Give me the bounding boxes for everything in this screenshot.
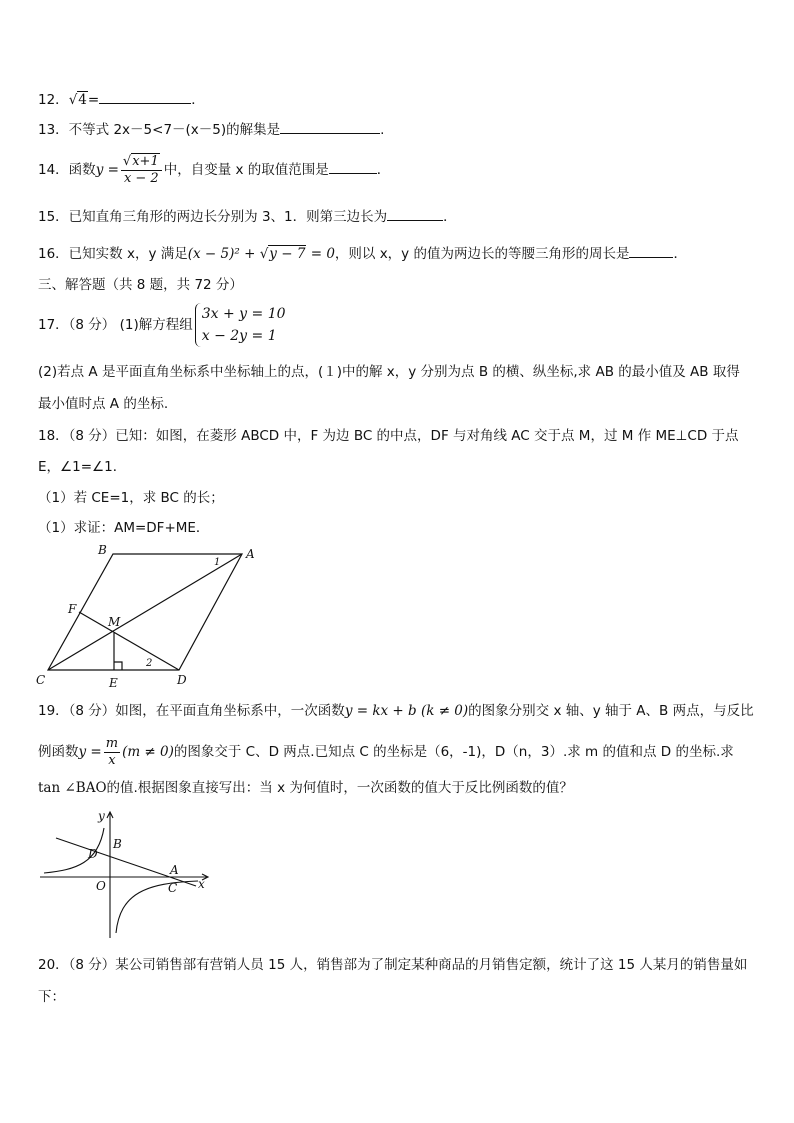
label-e: E: [109, 676, 118, 690]
fraction: $\frac{m}{x}$: [105, 735, 119, 768]
answer-blank: [387, 206, 443, 221]
question-20-line2: 下：: [38, 989, 65, 1005]
label-angle-2: 2: [146, 658, 153, 669]
label-a: A: [246, 547, 255, 561]
segment-df: [79, 612, 179, 670]
fraction: $\frac{√x+1}{x - 2}$: [121, 154, 162, 187]
label-y: y: [98, 809, 105, 823]
label-f: F: [68, 602, 77, 616]
question-18: 18．（8 分）已知：如图，在菱形 ABCD 中，F 为边 BC 的中点，DF 与对角线 AC 交于点 M，过 M 作 ME⊥CD 于点: [38, 428, 739, 444]
question-19-line3: tan ∠BAO的值.根据图象直接写出：当 x 为何值时，一次函数的值大于反比例函数的值？: [38, 780, 573, 796]
answer-blank: [280, 119, 380, 134]
label-d: D: [88, 847, 98, 861]
question-17-part2: (2)若点 A 是平面直角坐标系中坐标轴上的点，(１)中的解 x，y 分别为点 B 的横、纵坐标,求 AB 的最小值及 AB 取得: [38, 364, 740, 380]
hyperbola-right-branch: [116, 881, 198, 933]
question-18-part1: （1）若 CE=1，求 BC 的长；: [38, 490, 224, 506]
radicand: 4: [78, 92, 87, 108]
label-x: x: [198, 877, 205, 891]
answer-blank: [329, 159, 377, 174]
label-c: C: [168, 881, 178, 895]
section-heading: 三、解答题（共 8 题，共 72 分）: [38, 277, 243, 293]
answer-blank: [629, 243, 673, 258]
right-angle-mark: [114, 662, 122, 670]
question-12: 12．√4= ．: [38, 89, 205, 110]
question-16: 16．已知实数 x，y 满足(x − 5)² + √y − 7 = 0，则以 x，y 的值为两边长的等腰三角形的周长是 ．: [38, 243, 687, 264]
question-20: 20．（8 分）某公司销售部有营销人员 15 人，销售部为了制定某种商品的月销售定额，统计了这 15 人某月的销售量如: [38, 957, 748, 973]
question-14: 14．函数y = $\frac{√x+1}{x - 2}$ 中，自变量 x 的取值范围是 ．: [38, 153, 391, 186]
label-b: B: [113, 837, 122, 851]
question-18-part2: （1）求证：AM=DF+ME．: [38, 520, 210, 536]
diagonal-ac: [48, 554, 242, 670]
label-c: C: [36, 673, 46, 687]
rhombus-figure: [36, 542, 266, 692]
label-angle-1: 1: [214, 557, 221, 568]
label-b: B: [98, 543, 107, 557]
line-ab: [56, 838, 196, 886]
question-18-line2: E，∠1=∠1．: [38, 459, 127, 475]
label-o: O: [96, 879, 106, 893]
question-15: 15．已知直角三角形的两边长分别为 3、1．则第三边长为 ．: [38, 206, 457, 227]
label-d: D: [177, 673, 187, 687]
question-13: 13．不等式 2x－5<7－(x－5)的解集是 .: [38, 119, 384, 140]
equation-system: 3x + y = 10 x − 2y = 1: [195, 303, 286, 347]
question-19-line2: 例函数y = $\frac{m}{x}$ (m ≠ 0)的图象交于 C、D 两点.已知点 C 的坐标是（6，-1)，D（n，3）.求 m 的值和点 D 的坐标.求: [38, 735, 734, 768]
label-a: A: [170, 863, 179, 877]
function-graph-figure: [36, 808, 216, 943]
question-17-part2-cont: 最小值时点 A 的坐标.: [38, 396, 169, 412]
answer-blank: [99, 89, 191, 104]
label-m: M: [108, 615, 121, 629]
question-17: 17．（8 分） (1)解方程组 3x + y = 10 x − 2y = 1: [38, 301, 286, 349]
question-19: 19．（8 分）如图，在平面直角坐标系中，一次函数y = kx + b (k ≠ 0)的图象分别交 x 轴、y 轴于 A、B 两点，与反比: [38, 703, 754, 719]
